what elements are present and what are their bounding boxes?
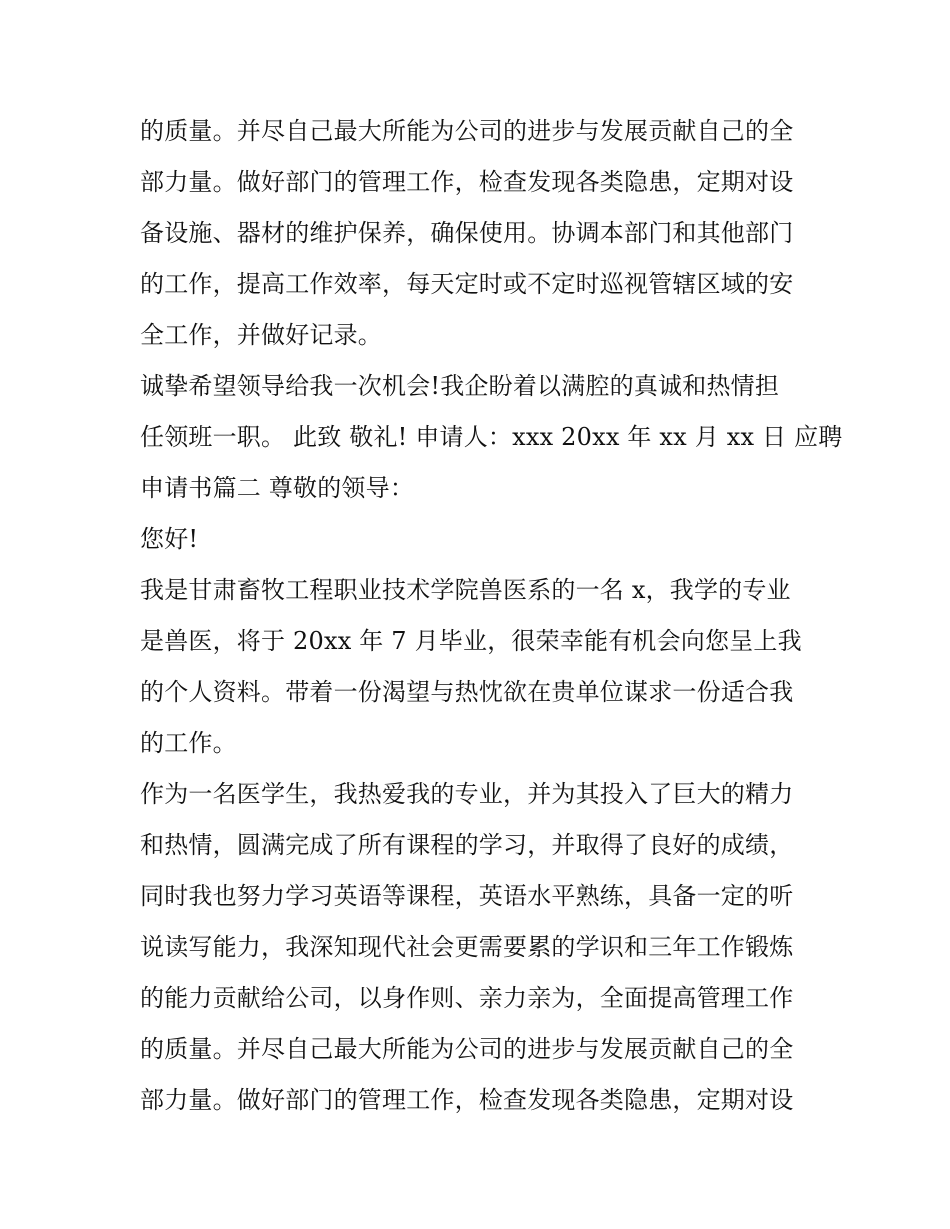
text-line: 说读写能力，我深知现代社会更需要累的学识和三年工作锻炼 bbox=[140, 933, 794, 961]
text-line: 的工作。 bbox=[140, 729, 237, 757]
text-line: 同时我也努力学习英语等课程，英语水平熟练，具备一定的听 bbox=[140, 882, 794, 910]
text-line: 我是甘肃畜牧工程职业技术学院兽医系的一名 x，我学的专业 bbox=[140, 576, 791, 604]
text-line: 诚挚希望领导给我一次机会!我企盼着以满腔的真诚和热情担 bbox=[140, 372, 780, 400]
text-line: 您好! bbox=[140, 525, 199, 553]
text-line: 备设施、器材的维护保养，确保使用。协调本部门和其他部门 bbox=[140, 219, 794, 247]
text-line: 申请书篇二 尊敬的领导： bbox=[140, 474, 415, 502]
text-line: 全工作，并做好记录。 bbox=[140, 321, 382, 349]
text-line: 和热情，圆满完成了所有课程的学习，并取得了良好的成绩， bbox=[140, 831, 794, 859]
text-line: 的个人资料。带着一份渴望与热忱欲在贵单位谋求一份适合我 bbox=[140, 678, 794, 706]
text-line: 的质量。并尽自己最大所能为公司的进步与发展贡献自己的全 bbox=[140, 1035, 794, 1063]
text-line: 任领班一职。 此致 敬礼! 申请人：xxx 20xx 年 xx 月 xx 日 应聘 bbox=[140, 423, 843, 451]
text-line: 的质量。并尽自己最大所能为公司的进步与发展贡献自己的全 bbox=[140, 117, 794, 145]
text-line: 的工作，提高工作效率，每天定时或不定时巡视管辖区域的安 bbox=[140, 270, 794, 298]
text-line: 是兽医，将于 20xx 年 7 月毕业，很荣幸能有机会向您呈上我 bbox=[140, 627, 802, 655]
text-line: 部力量。做好部门的管理工作，检查发现各类隐患，定期对设 bbox=[140, 168, 794, 196]
document-body bbox=[140, 106, 843, 1126]
text-line: 的能力贡献给公司，以身作则、亲力亲为，全面提高管理工作 bbox=[140, 984, 794, 1012]
text-line: 作为一名医学生，我热爱我的专业，并为其投入了巨大的精力 bbox=[140, 780, 794, 808]
text-line: 部力量。做好部门的管理工作，检查发现各类隐患，定期对设 bbox=[140, 1086, 794, 1114]
